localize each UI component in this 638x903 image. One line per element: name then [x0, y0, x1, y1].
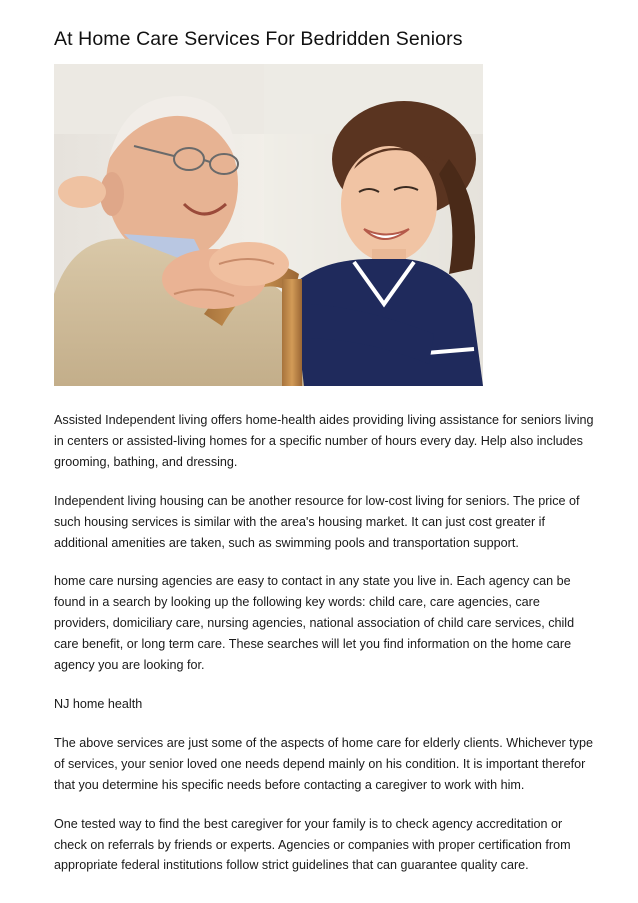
paragraph: The above services are just some of the aspects of home care for elderly clients. Whichever type of services, your senior loved one needs depend mainly on his condition. It is important therefor that you determine his specific needs before contacting a caregiver to work with him.	[54, 735, 593, 792]
paragraph: One tested way to find the best caregiver for your family is to check agency accreditation or check on referrals by friends or experts. Agencies or companies with proper certification from appropriate federal institutions follow strict guidelines that can guarantee quality care.	[54, 816, 571, 873]
article-photo	[54, 64, 483, 386]
page-title: At Home Care Services For Bedridden Seniors	[54, 28, 463, 50]
article-body	[54, 410, 594, 894]
paragraph: Assisted Independent living offers home-health aides providing living assistance for seniors living in centers or assisted-living homes for a specific number of hours every day. Help also includes grooming, bathing, and dressing.	[54, 413, 594, 469]
paragraph: home care nursing agencies are easy to contact in any state you live in. Each agency can be found in a search by looking up the following key words: child care, care agencies, care providers, domiciliary care, nursing agencies, national association of child care services, child care benefit, or long term care. These searches will let you find information on the home care agency you are looking for.	[54, 574, 575, 673]
paragraph: NJ home health	[54, 696, 143, 711]
paragraph: Independent living housing can be another resource for low-cost living for seniors. The price of such housing services is similar with the area's housing market. It can just cost greater if additional amenities are taken, such as swimming pools and transportation support.	[54, 493, 580, 550]
